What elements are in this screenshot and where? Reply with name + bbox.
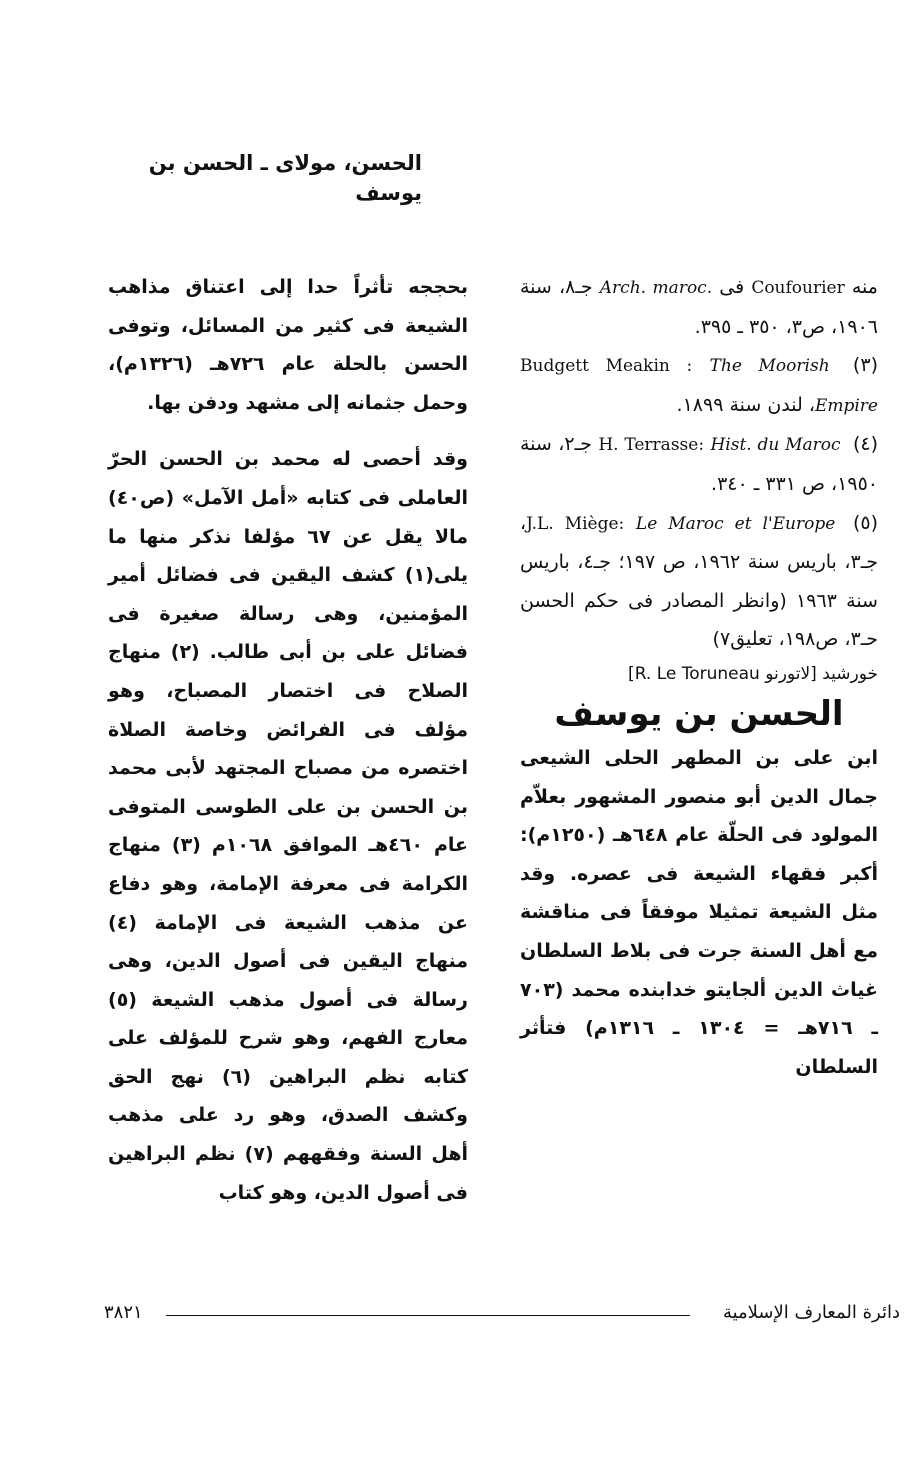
ref-detail: جـ٨، سنة ١٩٠٦، ص٣، ٣٥٠ ـ ٣٩٥. — [520, 276, 878, 338]
ref-number: (٤) — [852, 433, 878, 456]
ref-number: (٣) — [852, 354, 878, 377]
ref-title: Hist. du Maroc — [710, 435, 841, 456]
right-column — [520, 268, 878, 1086]
article-body-start: ابن على بن المطهر الحلى الشيعى جمال الدين أبو منصور المشهور بعلاّم المولود فى الحلّة عام ٦٤٨هـ (١٢٥٠م): أكبر فقهاء الشيعة فى عصره. وقد مثل الشيعة تمثيلا موفقاً فى مناقشة مع أهل السنة جرت فى بلاط السلطان غياث الدين ألجايتو خدابنده محمد (٧٠٣ ـ ٧١٦هـ = ١٣٠٤ ـ ١٣١٦م) فتأثر السلطان — [520, 746, 879, 1078]
ref-text: فى — [719, 276, 745, 298]
reference-item — [520, 425, 878, 503]
paragraph: وقد أحصى له محمد بن الحسن الحرّ العاملى فى كتابه «أمل الآمل» (ص٤٠) مالا يقل عن ٦٧ مؤلفا نذكر منها ما يلى(١) كشف اليقين فى فضائل أمير المؤمنين، وهى رسالة صغيرة فى فضائل على بن أبى طالب. (٢) منهاج الصلاح فى اختصار المصباح، وهو مؤلف فى الفرائض وخاصة الصلاة اختصره من مصباح المجتهد لأبى محمد بن الحسن بن على الطوسى المتوفى عام ٤٦٠هـ الموافق ١٠٦٨م (٣) منهاج الكرامة فى معرفة الإمامة، وهو دفاع عن مذهب الشيعة فى الإمامة (٤) منهاج اليقين فى أصول الدين، وهى رسالة فى أصول مذهب الشيعة (٥) معارج الفهم، وهو شرح للمؤلف على كتابه نظم البراهين (٦) نهج الحق وكشف الصدق، وهو رد على مذهب أهل السنة وفقههم (٧) نظم البراهين فى أصول الدين، وهو كتاب — [108, 448, 469, 1204]
ref-author: J.L. Miège: — [526, 513, 625, 534]
reference-item — [520, 504, 878, 659]
ref-title: The Moorish Empire — [709, 356, 878, 416]
page-number: ٣٨٢١ — [104, 1302, 143, 1323]
ref-journal: Arch. maroc. — [599, 278, 713, 298]
ref-detail: ، لندن سنة ١٨٩٩. — [676, 393, 815, 416]
ref-text: منه — [851, 276, 878, 298]
ref-author: H. Terrasse: — [598, 435, 705, 456]
ref-author: Coufourier — [751, 278, 845, 298]
ref-detail: ، جـ٣، باريس سنة ١٩٦٢، ص ١٩٧؛ جـ٤، باريس سنة ١٩٦٣ (وانظر المصادر فى حكم الحسن حـ٣، ص١٩٨، تعليق٧) — [520, 511, 879, 651]
paragraph: بحججه تأثراً حدا إلى اعتناق مذاهب الشيعة فى كثير من المسائل، وتوفى الحسن بالحلة عام ٧٢٦هـ (١٣٢٦م)، وحمل جثمانه إلى مشهد ودفن بها. — [108, 276, 469, 414]
running-title: الحسن، مولاى ـ الحسن بن يوسف — [148, 151, 422, 205]
left-column — [108, 268, 468, 1212]
ref-author: Budgett Meakin : — [520, 356, 693, 377]
article-heading: الحسن بن يوسف — [554, 693, 844, 734]
ref-number: (٥) — [852, 511, 878, 534]
article-author: خورشيد [لاتورنو R. Le Toruneau] — [628, 663, 878, 684]
footer-divider — [166, 1315, 690, 1316]
ref-detail: جـ٢، سنة ١٩٥٠، ص ٣٣١ ـ ٣٤٠. — [520, 433, 878, 495]
reference-continuation — [520, 268, 878, 346]
publication-title: دائرة المعارف الإسلامية — [722, 1302, 900, 1323]
ref-title: Le Maroc et l'Europe — [635, 513, 836, 534]
reference-item — [520, 346, 878, 425]
